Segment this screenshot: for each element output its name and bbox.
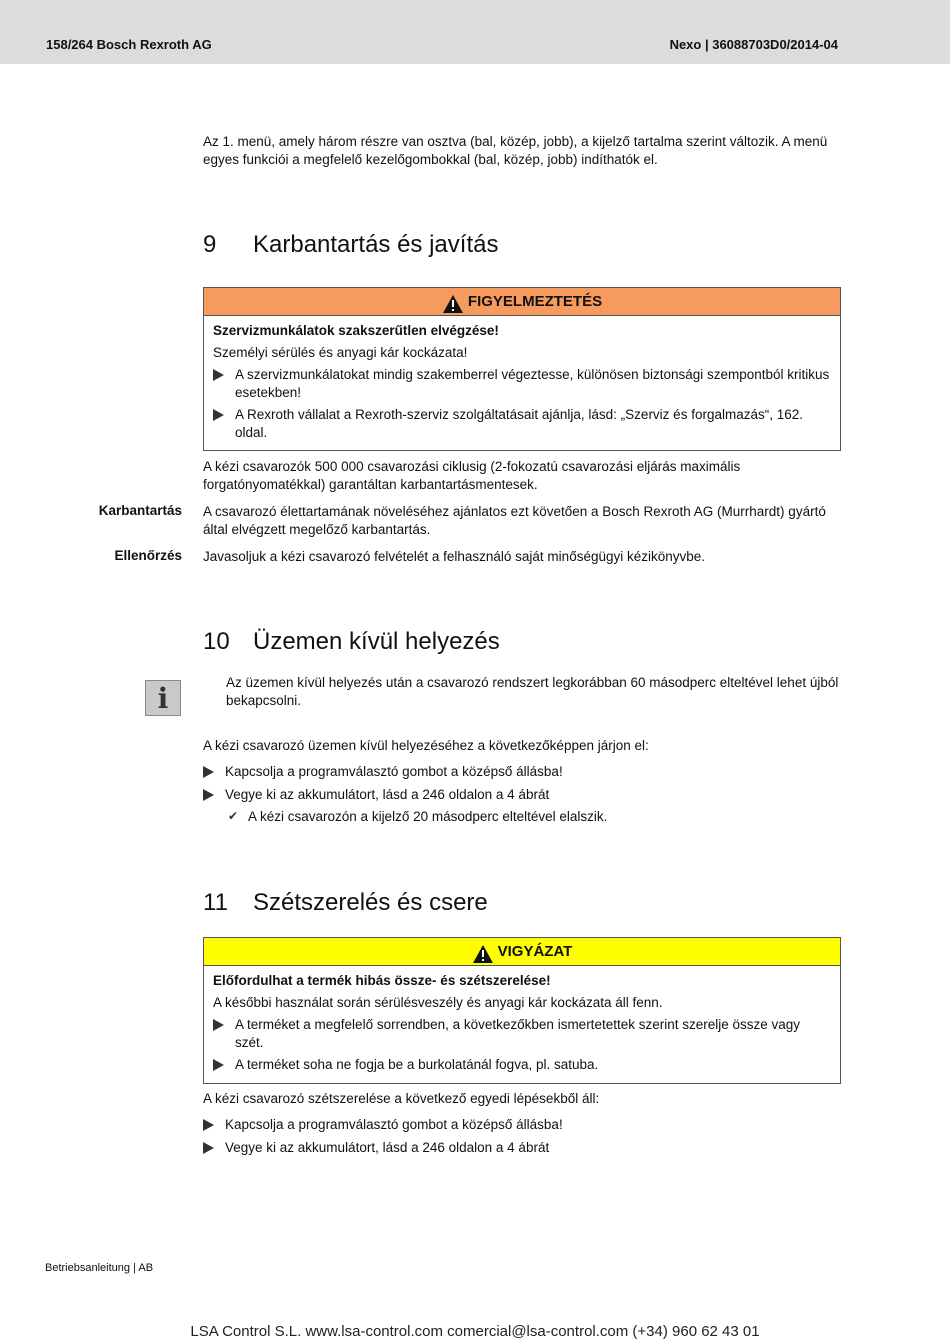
caution-title: VIGYÁZAT (497, 943, 573, 960)
header-right: Nexo | 36088703D0/2014-04 (669, 37, 838, 52)
warning-title: FIGYELMEZTETÉS (467, 293, 603, 310)
section-11-heading (203, 889, 488, 917)
bullet-arrow-icon (213, 409, 224, 421)
bullet-arrow-icon (213, 1019, 224, 1031)
section-9-para1: A kézi csavarozók 500 000 csavarozási ciklusig (2-fokozatú csavarozási eljárás maximális forgatónyomatékkal) garantáltan karbantartásmentesek. (203, 459, 741, 492)
bullet-arrow-icon (203, 1119, 214, 1131)
page-header (0, 0, 950, 64)
step-item: Kapcsolja a programválasztó gombot a középső állásba! (203, 1116, 840, 1134)
caution-bullet: A terméket a megfelelő sorrendben, a következőkben ismertetettek szerint szerelje össze vagy szét. (213, 1016, 831, 1051)
section-9-title: Karbantartás és javítás (253, 231, 499, 258)
step-item: Vegye ki az akkumulátort, lásd a 246 oldalon a 4 ábrát (203, 786, 840, 804)
section-11-intro: A kézi csavarozó szétszerelése a következő egyedi lépésekből áll: (203, 1091, 600, 1106)
caution-lead: Előfordulhat a termék hibás össze- és szétszerelése! (213, 973, 551, 988)
label-check: Ellenőrzés (114, 548, 182, 563)
label-maintenance: Karbantartás (98, 503, 182, 518)
section-9-maintenance: A csavarozó élettartamának növeléséhez ajánlatos ezt követően a Bosch Rexroth AG (Murrhardt) gyártó által elvégzett megelőző karbantartás. (203, 504, 826, 537)
caution-box (203, 937, 841, 1084)
section-11-number: 11 (203, 889, 228, 916)
bullet-arrow-icon (213, 369, 224, 381)
footer-doc-label: Betriebsanleitung | AB (45, 1262, 154, 1274)
warning-box (203, 287, 841, 451)
section-10-heading (203, 628, 500, 656)
section-11-steps (203, 1116, 840, 1161)
bullet-arrow-icon (213, 1059, 224, 1071)
warning-icon (472, 944, 494, 964)
warning-sub: Személyi sérülés és anyagi kár kockázata! (213, 345, 468, 360)
intro-paragraph (203, 133, 840, 168)
info-icon: i (145, 680, 181, 716)
section-9-check: Javasoljuk a kézi csavarozó felvételét a felhasználó saját minőségügyi kézikönyvbe. (203, 549, 706, 564)
warning-icon (442, 294, 464, 314)
step-item: Vegye ki az akkumulátort, lásd a 246 oldalon a 4 ábrát (203, 1139, 840, 1157)
section-11-title: Szétszerelés és csere (253, 889, 488, 916)
check-icon: ✔ (228, 809, 239, 823)
section-10-intro: A kézi csavarozó üzemen kívül helyezéséhez a következőképpen járjon el: (203, 738, 649, 753)
footer-contact: LSA Control S.L. www.lsa-control.com comercial@lsa-control.com (+34) 960 62 43 01 (190, 1323, 760, 1340)
warning-head (204, 288, 840, 316)
caution-bullet: A terméket soha ne fogja be a burkolatánál fogva, pl. satuba. (213, 1056, 831, 1074)
bullet-arrow-icon (203, 789, 214, 801)
section-9-number: 9 (203, 231, 217, 258)
caution-head (204, 938, 840, 966)
info-note: Az üzemen kívül helyezés után a csavarozó rendszert legkorábban 60 másodperc elteltével lehet újból bekapcsolni. (226, 675, 839, 708)
step-item: Kapcsolja a programválasztó gombot a középső állásba! (203, 763, 840, 781)
section-10-title: Üzemen kívül helyezés (253, 628, 500, 655)
caution-sub: A későbbi használat során sérülésveszély és anyagi kár kockázata áll fenn. (213, 995, 663, 1010)
bullet-arrow-icon (203, 1142, 214, 1154)
warning-bullet: A szervizmunkálatokat mindig szakemberrel végeztesse, különösen biztonsági szempontból kritikus esetekben! (213, 366, 831, 401)
header-left: 158/264 Bosch Rexroth AG (46, 37, 212, 52)
bullet-arrow-icon (203, 766, 214, 778)
section-10-number: 10 (203, 628, 230, 655)
section-10-steps (203, 763, 840, 826)
result-item: ✔ A kézi csavarozón a kijelző 20 másodperc elteltével elalszik. (228, 809, 608, 824)
section-9-heading (203, 231, 498, 259)
intro-text: Az 1. menü, amely három részre van osztva (bal, közép, jobb), a kijelző tartalma szerint változik. A menü egyes funkciói a megfelelő kezelőgombokkal (bal, közép, jobb) indíthatók el. (203, 134, 828, 167)
warning-bullet: A Rexroth vállalat a Rexroth-szerviz szolgáltatásait ajánlja, lásd: „Szerviz és forgalmazás“, 162. oldal. (213, 406, 831, 441)
warning-lead: Szervizmunkálatok szakszerűtlen elvégzése! (213, 323, 499, 338)
